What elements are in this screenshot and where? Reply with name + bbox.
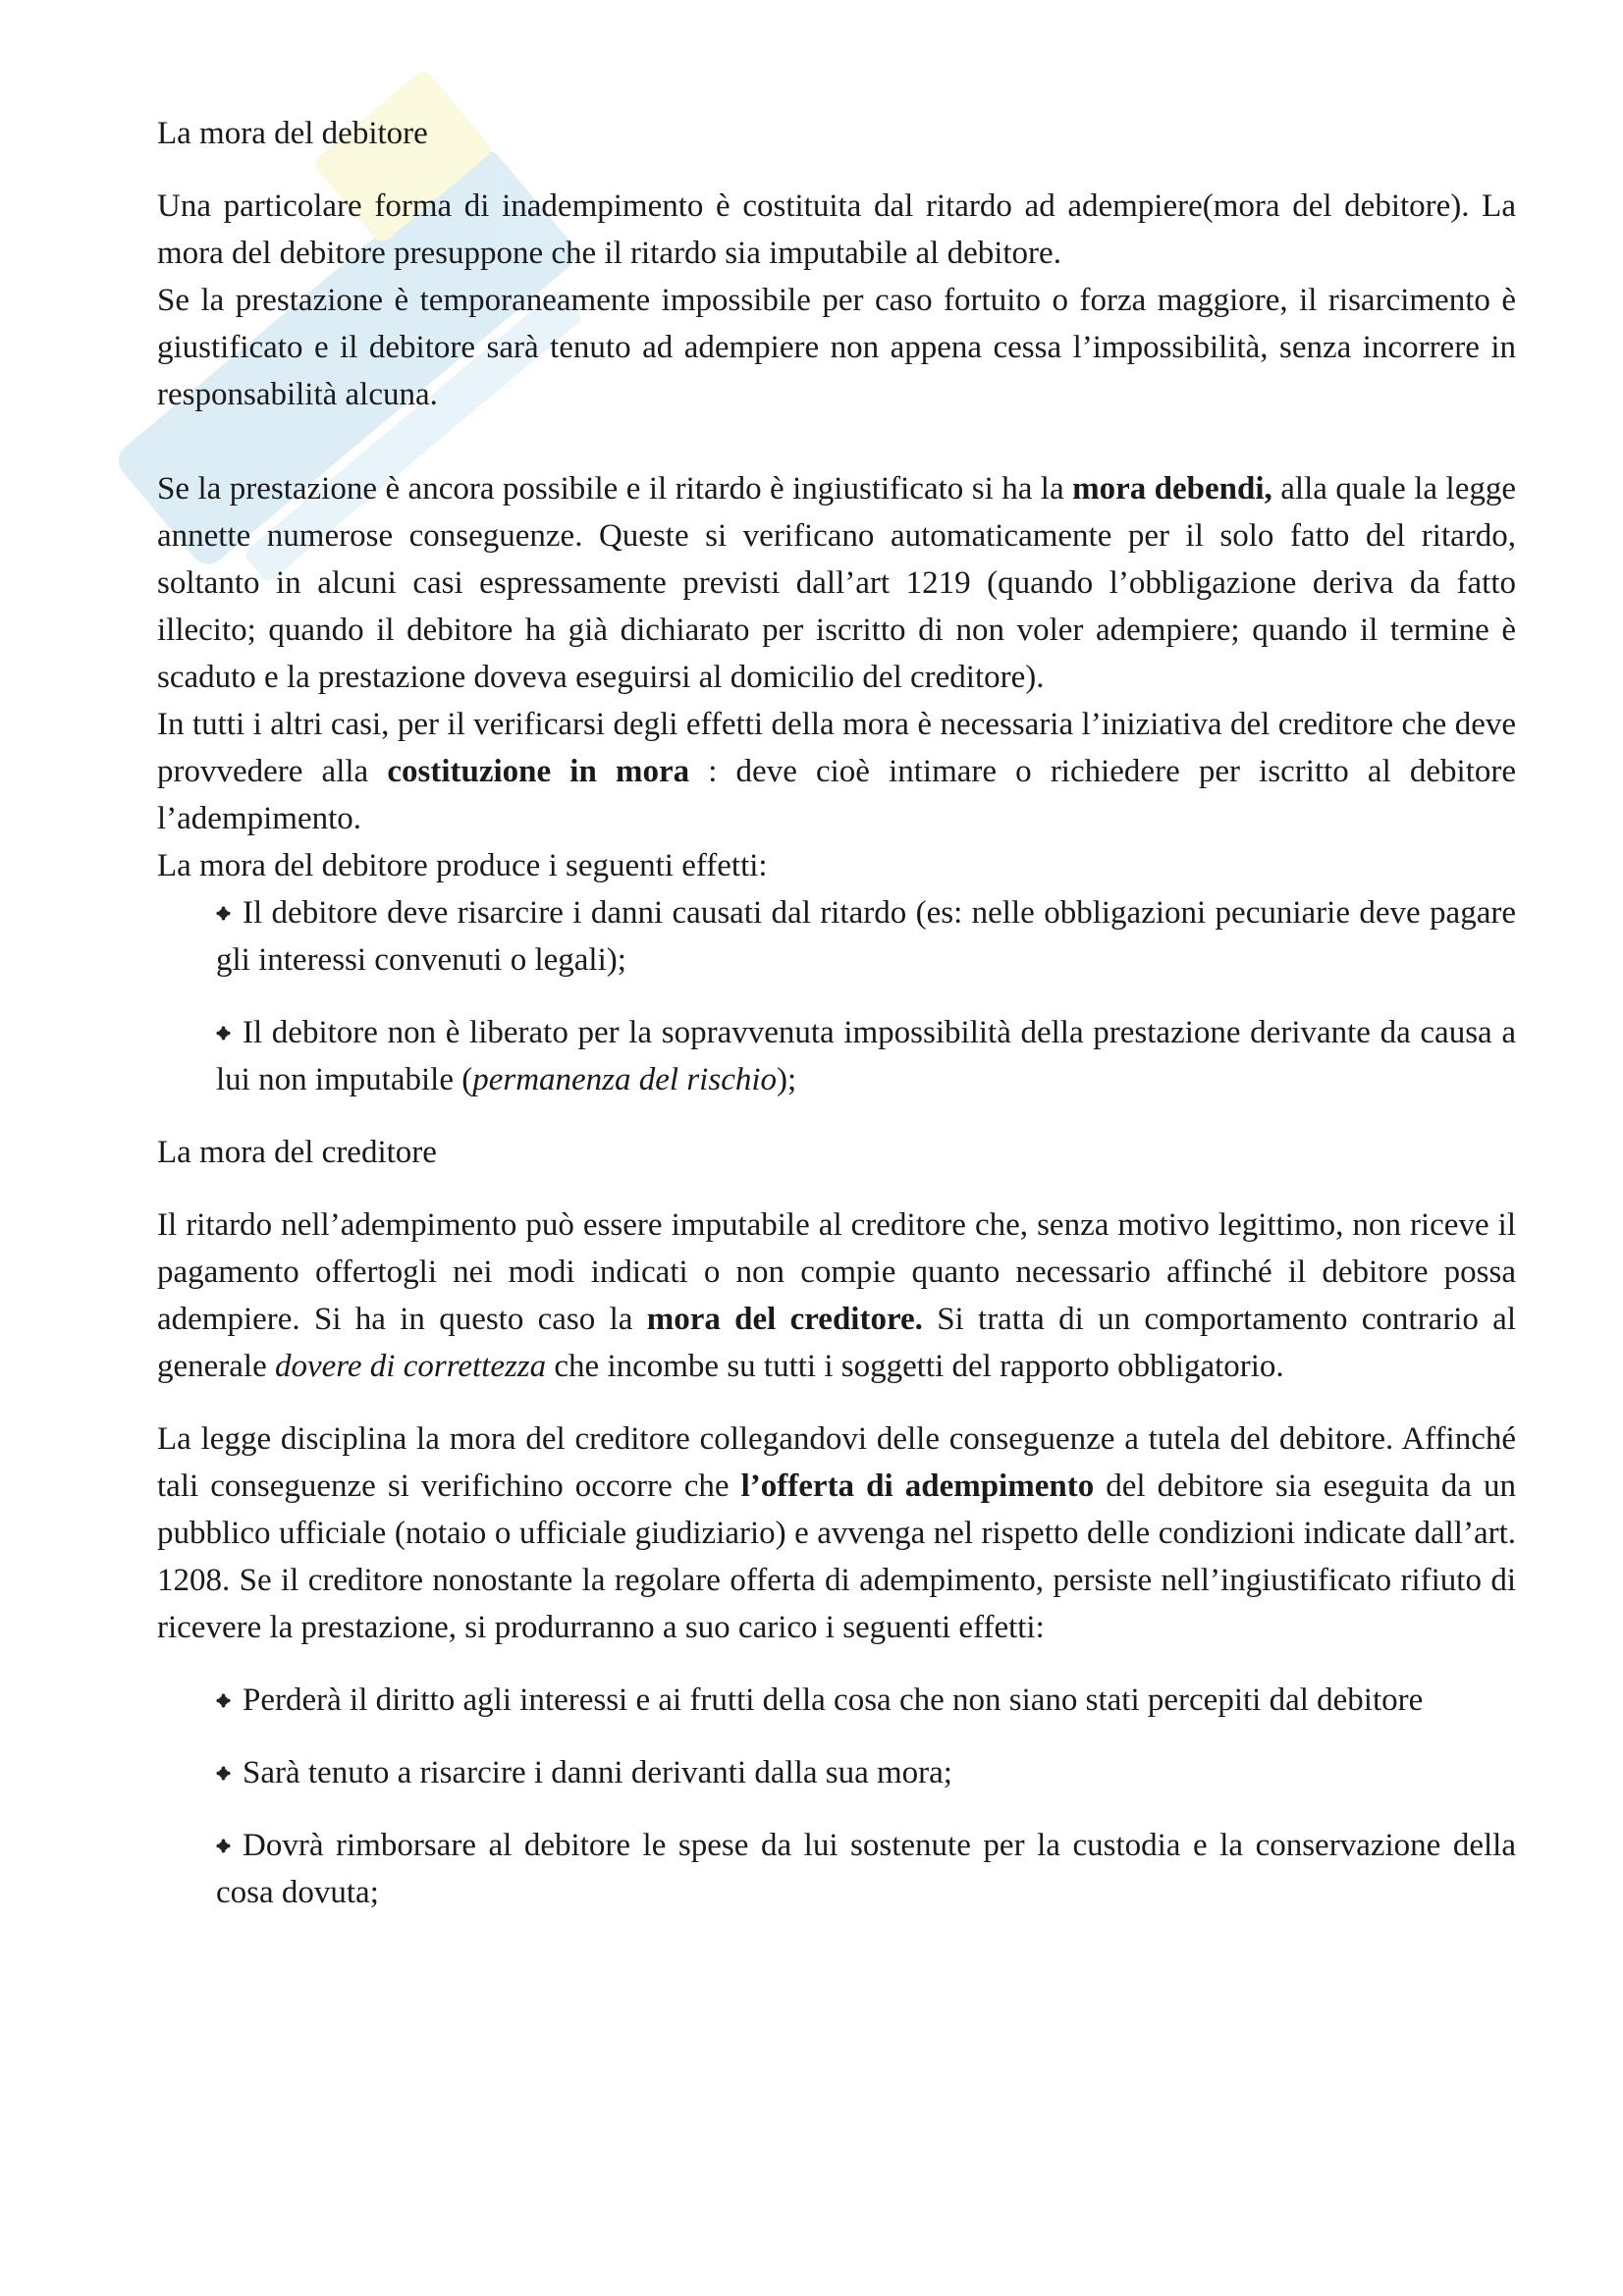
text-span: );: [777, 1062, 797, 1097]
paragraph: [157, 1415, 1516, 1651]
bullet-icon: [216, 1026, 231, 1041]
paragraph: La mora del debitore produce i seguenti effetti:: [157, 848, 768, 883]
text-span: Si tratta di un comportamento contrario al generale: [157, 1302, 1516, 1384]
paragraph: [157, 465, 1516, 701]
text-span: Se la prestazione è ancora possibile e il ritardo è ingiustificato si ha la: [157, 471, 1073, 507]
bold-term: l’offerta di adempimento: [740, 1468, 1095, 1504]
bullet-icon: [216, 906, 231, 921]
section-title-mora-creditore: La mora del creditore: [157, 1135, 437, 1170]
bold-term: mora debendi,: [1072, 471, 1272, 507]
bold-term: costituzione in mora: [387, 754, 690, 789]
list-item-text: Perderà il diritto agli interessi e ai frutti della cosa che non siano stati percepiti dal debitore: [243, 1682, 1424, 1718]
paragraph: Se la prestazione è temporaneamente impossibile per caso fortuito o forza maggiore, il risarcimento è giustificato e il debitore sarà tenuto ad adempiere non appena cessa l’impossibilità, senza incorrere in responsabilità alcuna.: [157, 283, 1516, 412]
list-item: [216, 889, 1516, 984]
text-span: del debitore sia eseguita da un pubblico ufficiale (notaio o ufficiale giudiziario) e avvenga nel rispetto delle condizioni indicate dall’art. 1208. Se il creditore nonostante la regolare offerta di adempimento, persiste nell’ingiustificato rifiuto di ricevere la prestazione, si produrranno a suo carico i seguenti effetti:: [157, 1468, 1516, 1645]
bullet-icon: [216, 1766, 231, 1781]
list-item: [216, 1009, 1516, 1103]
bold-term: mora del creditore.: [646, 1302, 923, 1337]
document-page: [157, 110, 1516, 1916]
effects-list-creditore: [157, 1677, 1516, 1916]
section-title-mora-debitore: La mora del debitore: [157, 116, 428, 151]
list-item: [216, 1822, 1516, 1916]
text-span: Il debitore non è liberato per la sopravvenuta impossibilità della prestazione derivante da causa a lui non imputabile (: [216, 1015, 1516, 1097]
list-item-text: Il debitore deve risarcire i danni causati dal ritardo (es: nelle obbligazioni pecuniarie deve pagare gli interessi convenuti o legali);: [216, 895, 1516, 978]
text-span: che incombe su tutti i soggetti del rapporto obbligatorio.: [546, 1349, 1284, 1384]
italic-term: permanenza del rischio: [472, 1062, 778, 1097]
paragraph: Una particolare forma di inadempimento è costituita dal ritardo ad adempiere(mora del debitore). La mora del debitore presuppone che il ritardo sia imputabile al debitore.: [157, 188, 1516, 271]
paragraph: [157, 701, 1516, 842]
list-item-text: Dovrà rimborsare al debitore le spese da lui sostenute per la custodia e la conservazione della cosa dovuta;: [216, 1828, 1516, 1910]
text-span: : deve cioè intimare o richiedere per iscritto al debitore l’adempimento.: [157, 754, 1516, 836]
bullet-icon: [216, 1839, 231, 1853]
effects-list-debitore: [157, 889, 1516, 1103]
list-item: [216, 1677, 1516, 1724]
text-span: In tutti i altri casi, per il verificarsi degli effetti della mora è necessaria l’iniziativa del creditore che deve provvedere alla: [157, 707, 1516, 789]
paragraph: [157, 1201, 1516, 1390]
list-item: [216, 1749, 1516, 1796]
text-span: alla quale la legge annette numerose conseguenze. Queste si verificano automaticamente per il solo fatto del ritardo, soltanto in alcuni casi espressamente previsti dall’art 1219 (quando l’obbligazione deriva da fatto illecito; quando il debitore ha già dichiarato per iscritto di non voler adempiere; quando il termine è scaduto e la prestazione doveva eseguirsi al domicilio del creditore).: [157, 471, 1516, 695]
list-item-text: Sarà tenuto a risarcire i danni derivanti dalla sua mora;: [243, 1755, 952, 1790]
italic-term: dovere di correttezza: [275, 1349, 547, 1384]
text-span: Il ritardo nell’adempimento può essere imputabile al creditore che, senza motivo legittimo, non riceve il pagamento offertogli nei modi indicati o non compie quanto necessario affinché il debitore possa adempiere. Si ha in questo caso la: [157, 1207, 1516, 1337]
bullet-icon: [216, 1693, 231, 1708]
text-span: La legge disciplina la mora del creditore collegandovi delle conseguenze a tutela del debitore. Affinché tali conseguenze si verifichino occorre che: [157, 1421, 1516, 1504]
